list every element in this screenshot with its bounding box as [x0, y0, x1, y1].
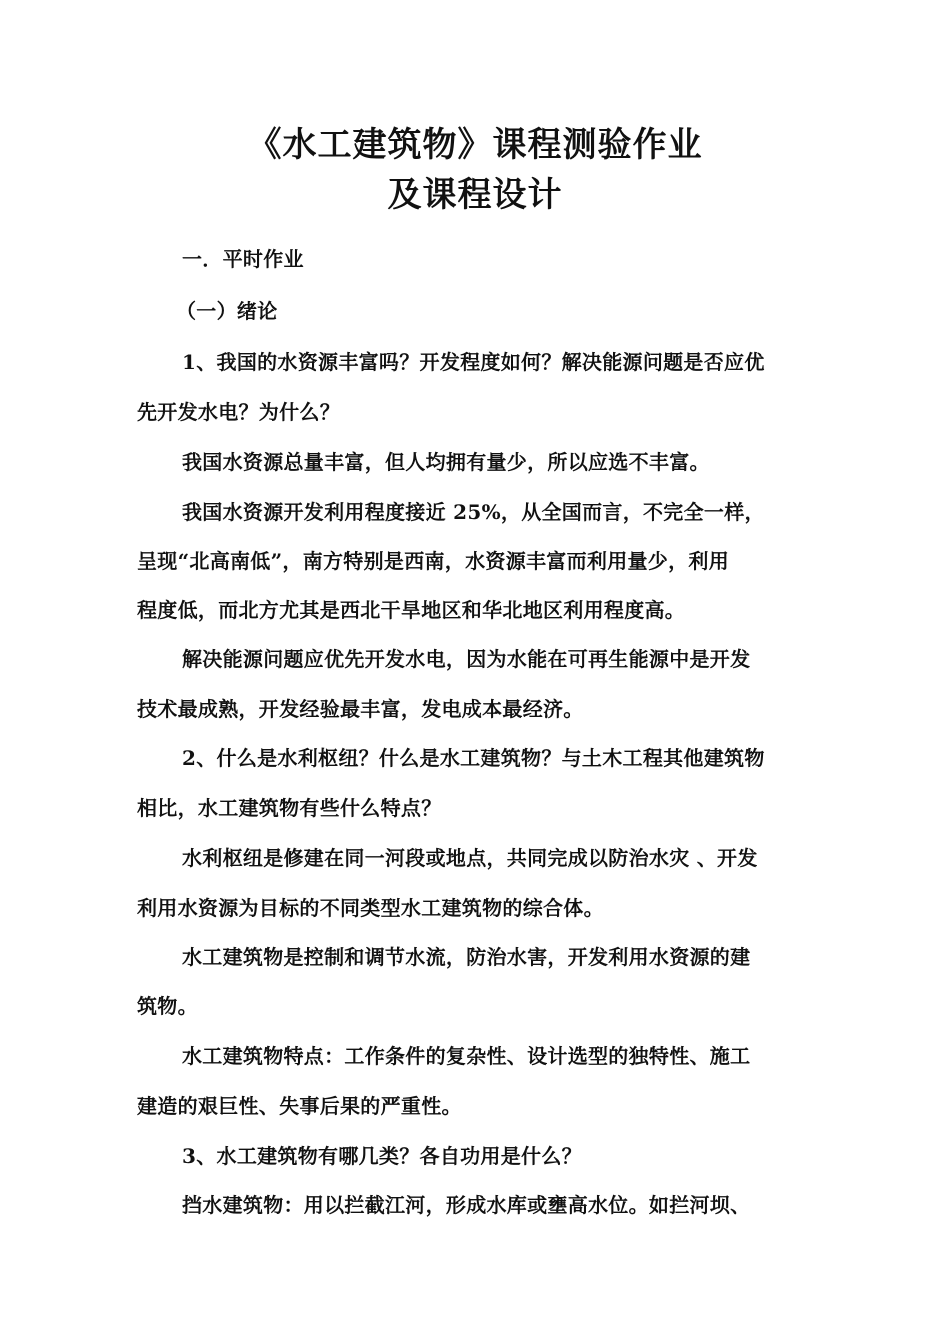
answer-paragraph-line: 水工建筑物是控制和调节水流，防治水害，开发利用水资源的建 — [182, 945, 751, 969]
answer-paragraph-line: 呈现“北高南低”，南方特别是西南，水资源丰富而利用量少，利用 — [137, 549, 730, 573]
answer-paragraph-line: 建造的艰巨性、失事后果的严重性。 — [137, 1094, 462, 1118]
answer-paragraph-line: 我国水资源总量丰富，但人均拥有量少，所以应选不丰富。 — [182, 450, 710, 474]
question-2-line-2: 相比，水工建筑物有些什么特点？ — [137, 796, 442, 820]
document-title: 《水工建筑物》课程测验作业 — [247, 125, 703, 165]
answer-paragraph-line: 利用水资源为目标的不同类型水工建筑物的综合体。 — [137, 896, 604, 920]
answer-paragraph-line: 技术最成熟，开发经验最丰富，发电成本最经济。 — [137, 697, 584, 721]
answer-paragraph-line: 水利枢纽是修建在同一河段或地点，共同完成以防治水灾 、开发 — [182, 846, 758, 870]
section-heading: 一．平时作业 — [182, 247, 304, 271]
answer-paragraph-line: 我国水资源开发利用程度接近 25%，从全国而言，不完全一样， — [182, 500, 765, 524]
answer-paragraph-line: 筑物。 — [137, 994, 198, 1018]
question-3-line-1: 3、水工建筑物有哪几类？各自功用是什么？ — [182, 1144, 582, 1168]
document-subtitle: 及课程设计 — [387, 175, 563, 215]
question-2-line-1: 2、什么是水利枢纽？什么是水工建筑物？与土木工程其他建筑物 — [182, 746, 765, 770]
answer-paragraph-line: 水工建筑物特点：工作条件的复杂性、设计选型的独特性、施工 — [182, 1044, 751, 1068]
answer-paragraph-line: 挡水建筑物：用以拦截江河，形成水库或壅高水位。如拦河坝、 — [182, 1193, 751, 1217]
answer-paragraph-line: 解决能源问题应优先开发水电，因为水能在可再生能源中是开发 — [182, 647, 751, 671]
subsection-heading: （一）绪论 — [176, 299, 278, 323]
question-1-line-1: 1、我国的水资源丰富吗？开发程度如何？解决能源问题是否应优 — [182, 350, 765, 374]
question-1-line-2: 先开发水电？为什么？ — [137, 400, 340, 424]
answer-paragraph-line: 程度低，而北方尤其是西北干旱地区和华北地区利用程度高。 — [137, 598, 686, 622]
